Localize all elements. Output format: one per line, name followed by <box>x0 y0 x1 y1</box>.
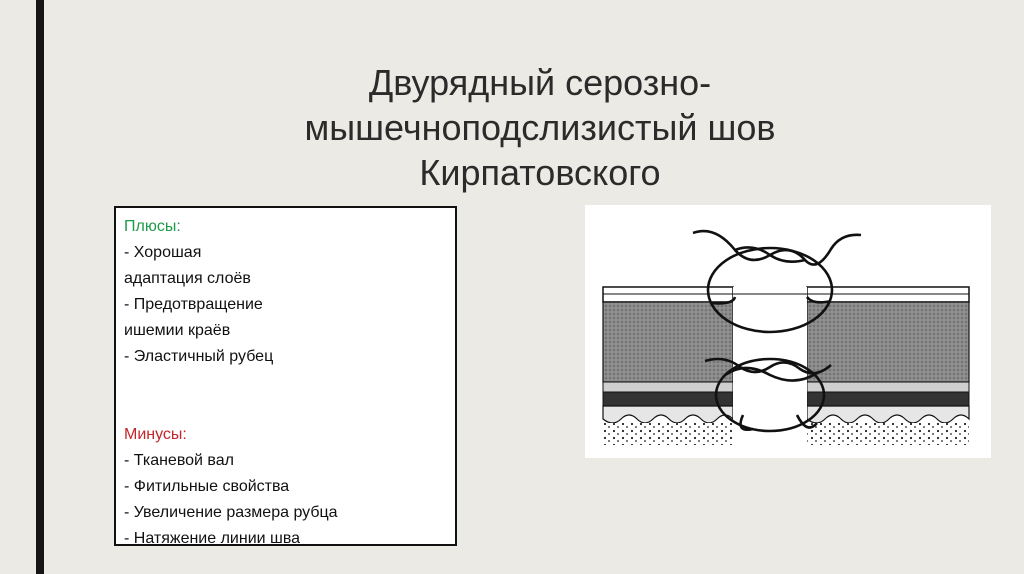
pros-heading: Плюсы: <box>124 218 181 235</box>
left-tissue <box>603 287 733 445</box>
cons-item: - Тканевой вал <box>124 452 234 469</box>
pros-cons-box <box>114 206 457 546</box>
pros-item: ишемии краёв <box>124 322 231 339</box>
pros-item: - Эластичный рубец <box>124 348 274 365</box>
pros-item: - Предотвращение <box>124 296 263 313</box>
pros-item: адаптация слоёв <box>124 270 251 287</box>
spacer <box>124 370 447 422</box>
cons-item: - Увеличение размера рубца <box>124 504 338 521</box>
accent-bar <box>36 0 44 574</box>
title-line-2: мышечноподслизистый шов <box>304 107 776 148</box>
cons-item: - Натяжение линии шва <box>124 530 301 547</box>
suture-illustration <box>585 205 991 458</box>
pros-item: - Хорошая <box>124 244 202 261</box>
suture-diagram <box>585 205 991 458</box>
slide-title <box>200 60 880 195</box>
cons-item: - Фитильные свойства <box>124 478 290 495</box>
title-line-3: Кирпатовского <box>419 152 661 193</box>
cons-heading: Минусы: <box>124 426 187 443</box>
title-line-1: Двурядный серозно- <box>368 62 712 103</box>
